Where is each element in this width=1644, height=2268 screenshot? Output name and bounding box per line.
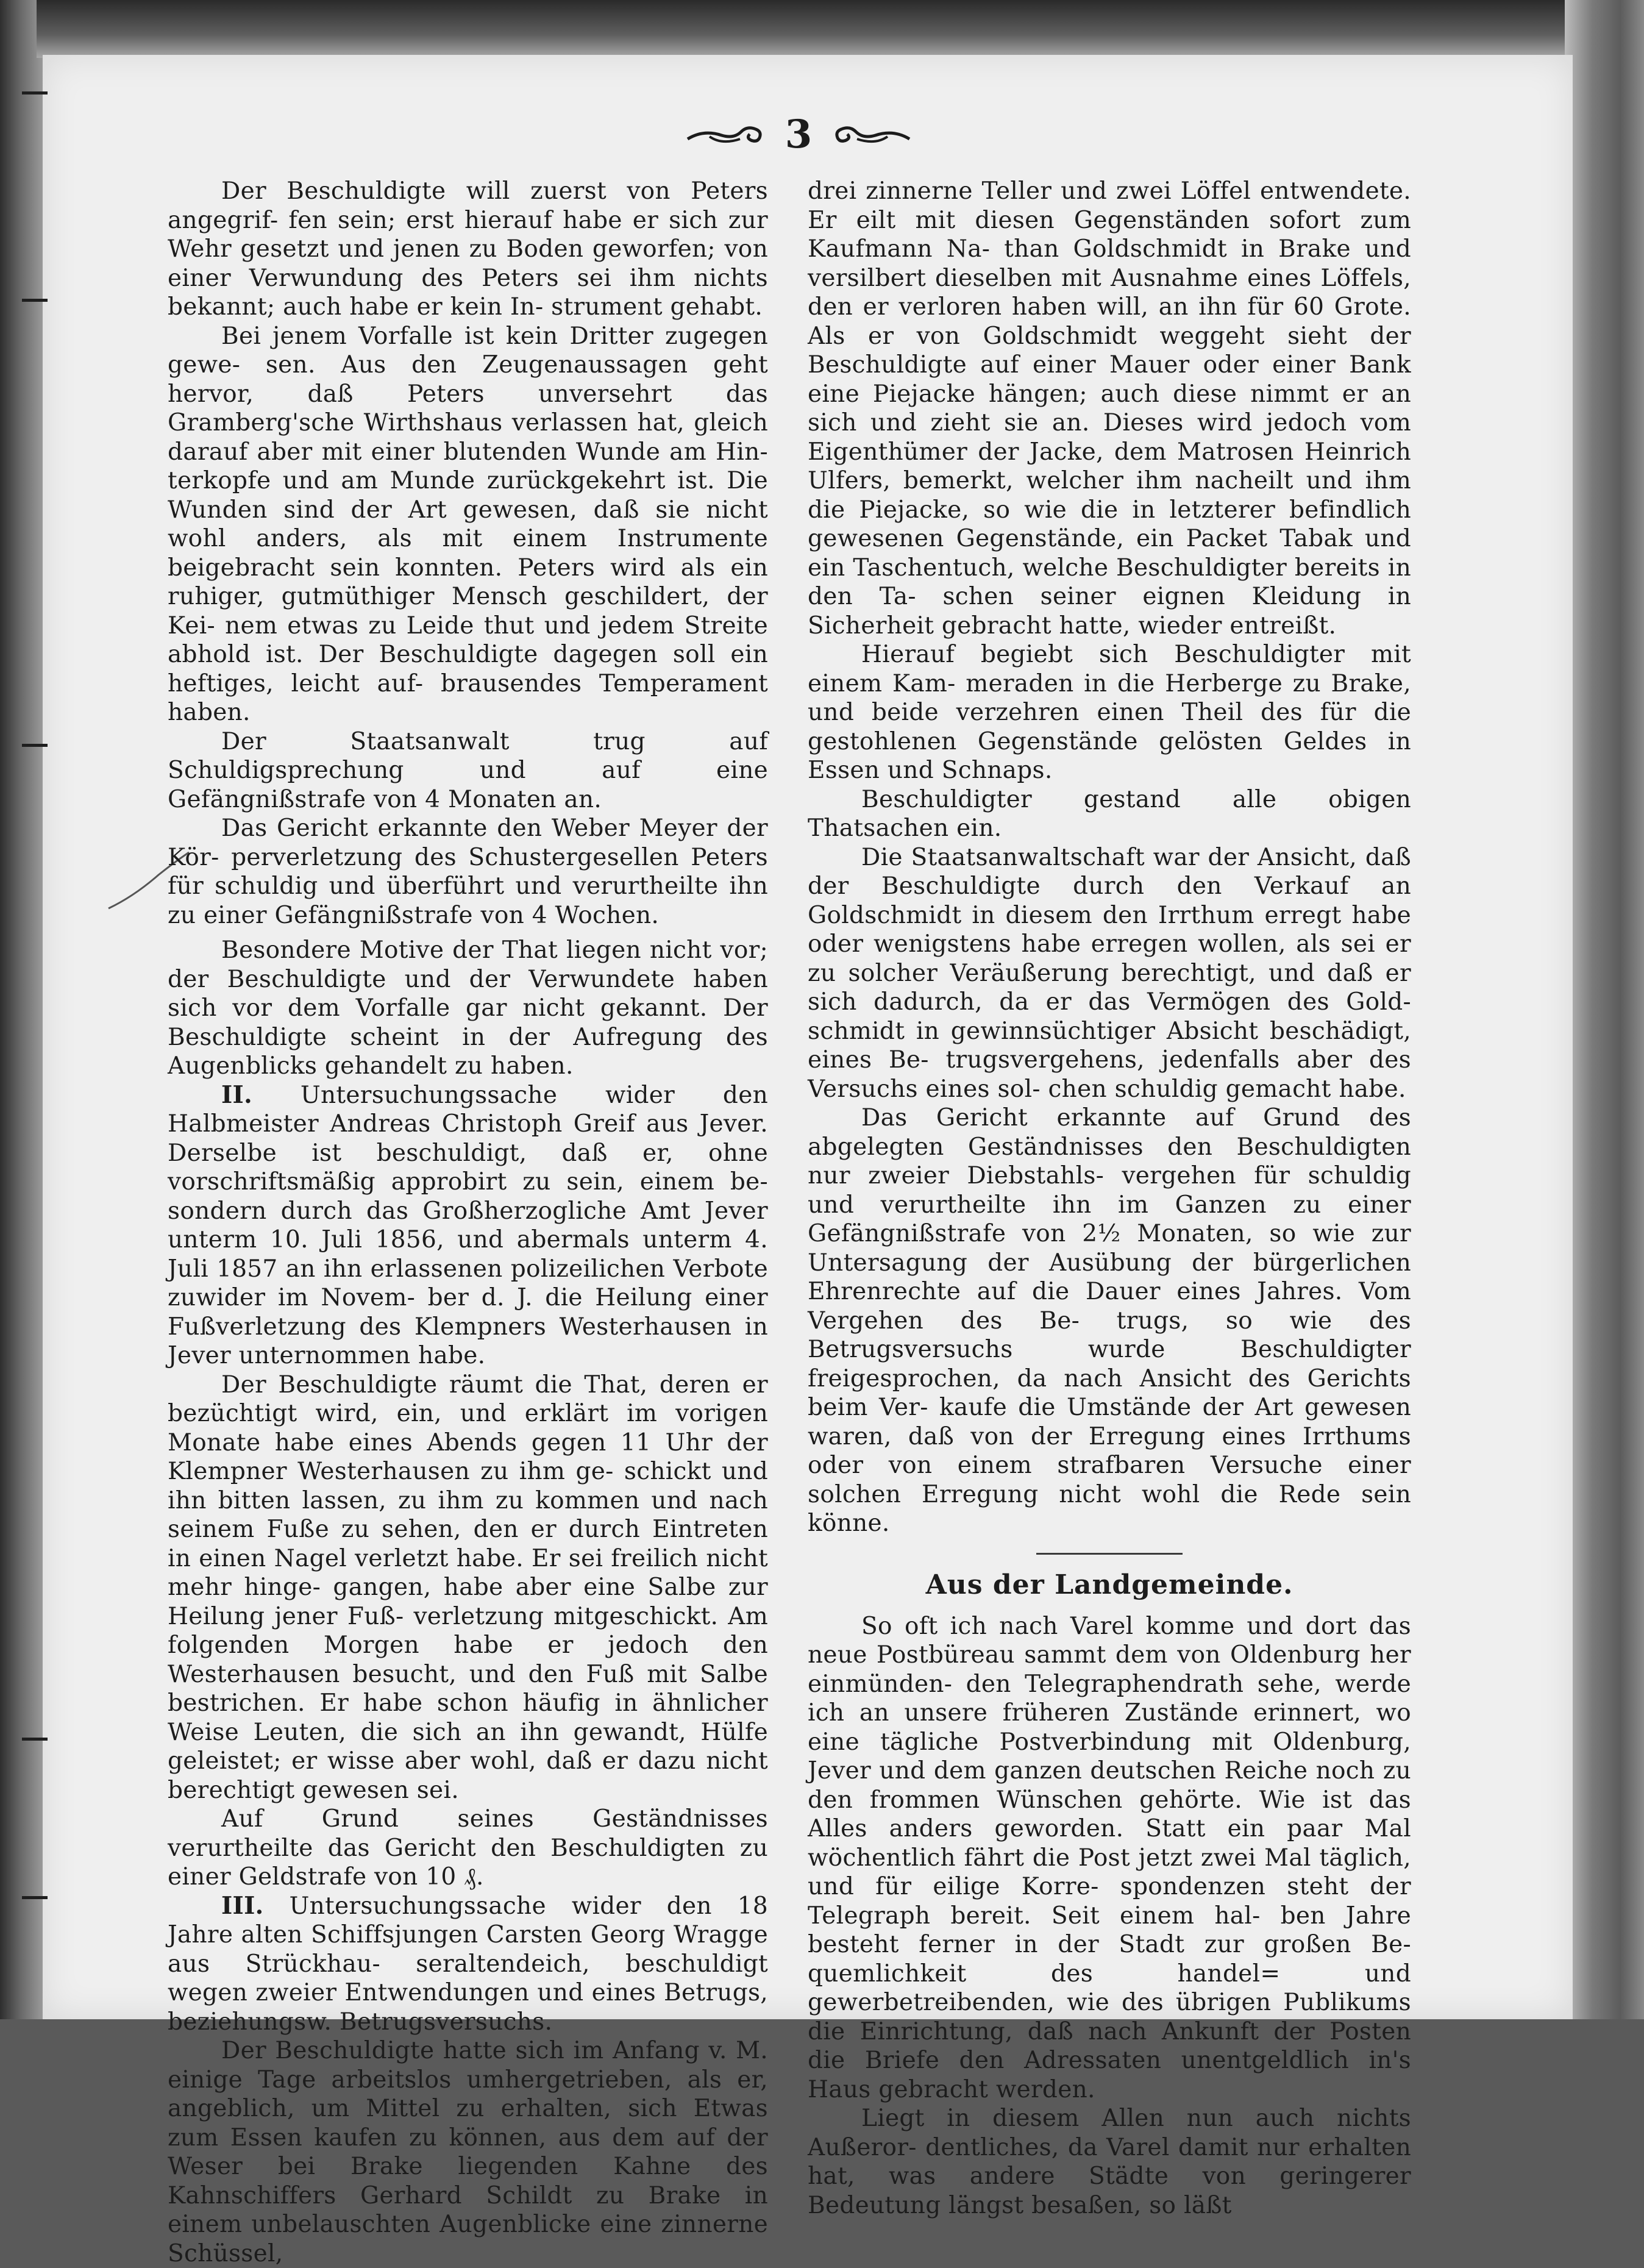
binding-mark xyxy=(22,744,48,747)
paragraph-continued: drei zinnerne Teller und zwei Löffel entwendete. Er eilt mit diesen Gegenständen sofort zum Kaufmann Na- than Goldschmidt in Brake und versilbert dieselben mit Ausnahme eines Löffels, den er verloren haben will, an ihn für 60 Grote. Als er von Goldschmidt weggeht sieht der Beschuldigte auf einer Mauer oder einer Bank eine Piejacke hängen; auch diese nimmt er an sich und zieht sie an. Dieses wird jedoch vom Eigenthümer der Jacke, dem Matrosen Heinrich Ulfers, bemerkt, welcher ihm nacheilt und ihm die Piejacke, so wie die in letzterer befindlich gewesenen Gegenstände, ein Packet Tabak und ein Taschentuch, welche Beschuldigter bereits in den Ta- schen seiner eignen Kleidung in Sicherheit gebracht hatte, wieder entreißt. xyxy=(808,177,1411,640)
paragraph: Der Beschuldigte räumt die That, deren er bezüchtigt wird, ein, und erklärt im vorigen Monate habe eines Abends gegen 11 Uhr der Klempner Westerhausen zu ihm ge- schickt und ihn bitten lassen, zu ihm zu kommen und nach seinem Fuße zu sehen, den er durch Eintreten in einen Nagel verletzt habe. Er sei freilich nicht mehr hinge- gangen, habe aber eine Salbe zur Heilung jener Fuß- verletzung mitgeschickt. Am folgenden Morgen habe er jedoch den Westerhausen besucht, und den Fuß mit Salbe bestrichen. Er habe schon häufig in ähnlicher Weise Leuten, die sich an ihn gewandt, Hülfe geleistet; er wisse aber wohl, daß er dazu nicht berechtigt gewesen sei. xyxy=(168,1371,768,1804)
paragraph: Der Staatsanwalt trug auf Schuldigsprechung und auf eine Gefängnißstrafe von 4 Monaten an. xyxy=(168,727,768,813)
section-divider xyxy=(1036,1553,1183,1555)
paragraph: Auf Grund seines Geständnisses verurtheilte das Gericht den Beschuldigten zu einer Geldstrafe von 10 ₰. xyxy=(168,1805,768,1891)
paragraph: Besondere Motive der That liegen nicht vor; der Beschuldigte und der Verwundete haben sich vor dem Vorfalle gar nicht gekannt. Der Beschuldigte scheint in der Aufregung des Augenblicks gehandelt zu haben. xyxy=(168,936,768,1080)
paragraph: Das Gericht erkannte auf Grund des abgelegten Geständnisses den Beschuldigten nur zweier Diebstahls- vergehen für schuldig und verurtheilte ihn im Ganzen zu einer Gefängnißstrafe von 2½ Monaten, so wie zur Untersagung der Ausübung der bürgerlichen Ehrenrechte auf die Dauer eines Jahres. Vom Vergehen des Be- trugs, so wie des Betrugsversuchs wurde Beschuldigter freigesprochen, da nach Ansicht des Gerichts beim Ver- kaufe die Umstände der Art gewesen waren, daß von der Erregung eines Irrthums oder von einem strafbaren Versuche einer solchen Erregung nicht wohl die Rede sein könne. xyxy=(808,1104,1411,1537)
paragraph: Liegt in diesem Allen nun auch nichts Außeror- dentliches, da Varel damit nur erhalten hat, was andere Städte von geringerer Bedeutung längst besaßen, so läßt xyxy=(808,2105,1411,2219)
paragraph: Beschuldigter gestand alle obigen Thatsachen ein. xyxy=(808,785,1411,842)
case-text: Untersuchungssache wider den 18 Jahre alten Schiffsjungen Carsten Georg Wragge aus Strückhau- seraltendeich, beschuldigt wegen zweier Entwendungen und eines Betrugs, beziehungsw. Betrugsversuchs. xyxy=(168,1892,768,2036)
case-numeral: III. xyxy=(221,1891,264,1920)
paragraph: Der Beschuldigte will zuerst von Peters angegrif- fen sein; erst hierauf habe er sich zur Wehr gesetzt und jenen zu Boden geworfen; von einer Verwundung des Peters sei ihm nichts bekannt; auch habe er kein In- strument gehabt. xyxy=(168,177,768,321)
case-numeral: II. xyxy=(221,1080,252,1109)
scan-edge-left xyxy=(0,0,43,2019)
case-text: Untersuchungssache wider den Halbmeister Andreas Christoph Greif aus Jever. Derselbe ist beschuldigt, daß er, ohne vorschriftsmäßig approbirt zu sein, einem be- sondern durch das Großherzogliche Amt Jever unterm 10. Juli 1856, und abermals unterm 4. Juli 1857 an ihn erlassenen polizeilichen Verbote zuwider im Novem- ber d. J. die Heilung einer Fußverletzung des Klempners Westerhausen in Jever unternommen habe. xyxy=(168,1081,768,1369)
scan-edge-right xyxy=(1565,0,1644,2019)
paragraph: Bei jenem Vorfalle ist kein Dritter zugegen gewe- sen. Aus den Zeugenaussagen geht hervor, daß Peters unversehrt das Gramberg'sche Wirthshaus verlassen hat, gleich darauf aber mit einer blutenden Wunde am Hin- terkopfe und am Munde zurückgekehrt ist. Die Wunden sind der Art gewesen, daß sie nicht wohl anders, als mit einem Instrumente beigebracht sein konnten. Peters wird als ein ruhiger, gutmüthiger Mensch geschildert, der Kei- nem etwas zu Leide thut und jedem Streite abhold ist. Der Beschuldigte dagegen soll ein heftiges, leicht auf- brausendes Temperament haben. xyxy=(168,322,768,726)
right-column xyxy=(808,177,1411,2220)
left-ornament-icon xyxy=(685,121,764,148)
binding-mark xyxy=(22,299,48,302)
scan-edge-top xyxy=(37,0,1573,58)
paragraph: Der Beschuldigte hatte sich im Anfang v. M. einige Tage arbeitslos umhergetrieben, als er, angeblich, um Mittel zu erhalten, sich Etwas zum Essen kaufen zu können, aus dem auf der Weser bei Brake liegenden Kahne des Kahnschiffers Gerhard Schildt zu Brake in einem unbelauschten Augenblicke eine zinnerne Schüssel, xyxy=(168,2037,768,2267)
paragraph: Hierauf begiebt sich Beschuldigter mit einem Kam- meraden in die Herberge zu Brake, und beide verzehren einen Theil des für die gestohlenen Gegenstände gelösten Geldes in Essen und Schnaps. xyxy=(808,641,1411,784)
page-number: 3 xyxy=(785,111,813,157)
binding-mark xyxy=(22,1896,48,1899)
paragraph: Die Staatsanwaltschaft war der Ansicht, daß der Beschuldigte durch den Verkauf an Goldschmidt in diesem den Irrthum erregt habe oder wenigstens habe erregen wollen, als sei er zu solcher Veräußerung berechtigt, und daß er sich dadurch, da er das Vermögen des Gold- schmidt in gewinnsüchtiger Absicht beschädigt, eines Be- trugsvergehens, jedenfalls aber des Versuchs eines sol- chen schuldig gemacht habe. xyxy=(808,843,1411,1103)
paragraph: Das Gericht erkannte den Weber Meyer der Kör- perverletzung des Schustergesellen Peters für schuldig und überführt und verurtheilte ihn zu einer Gefängnißstrafe von 4 Wochen. xyxy=(168,815,768,929)
left-column xyxy=(168,177,768,2268)
paragraph: So oft ich nach Varel komme und dort das neue Postbüreau sammt dem von Oldenburg her einmünden- den Telegraphendrath sehe, werde ich an unsere früheren Zustände erinnert, wo eine tägliche Postverbindung mit Oldenburg, Jever und dem ganzen deutschen Reiche noch zu den frommen Wünschen gehörte. Wie ist das Alles anders geworden. Statt ein paar Mal wöchentlich fährt die Post jetzt zwei Mal täglich, und für eilige Korre- spondenzen steht der Telegraph bereit. Seit einem hal- ben Jahre besteht ferner in der Stadt zur großen Be- quemlichkeit des handel= und gewerbetreibenden, wie des übrigen Publikums die Einrichtung, daß nach Ankunft der Posten die Briefe den Adressaten unentgeldlich in's Haus gebracht werden. xyxy=(808,1612,1411,2103)
case-paragraph xyxy=(168,1081,768,1371)
right-ornament-icon xyxy=(833,121,912,148)
binding-mark xyxy=(22,1738,48,1741)
binding-mark xyxy=(22,91,48,94)
page-header xyxy=(658,110,939,159)
section-title: Aus der Landgemeinde. xyxy=(925,1569,1293,1600)
case-paragraph xyxy=(168,1892,768,2037)
